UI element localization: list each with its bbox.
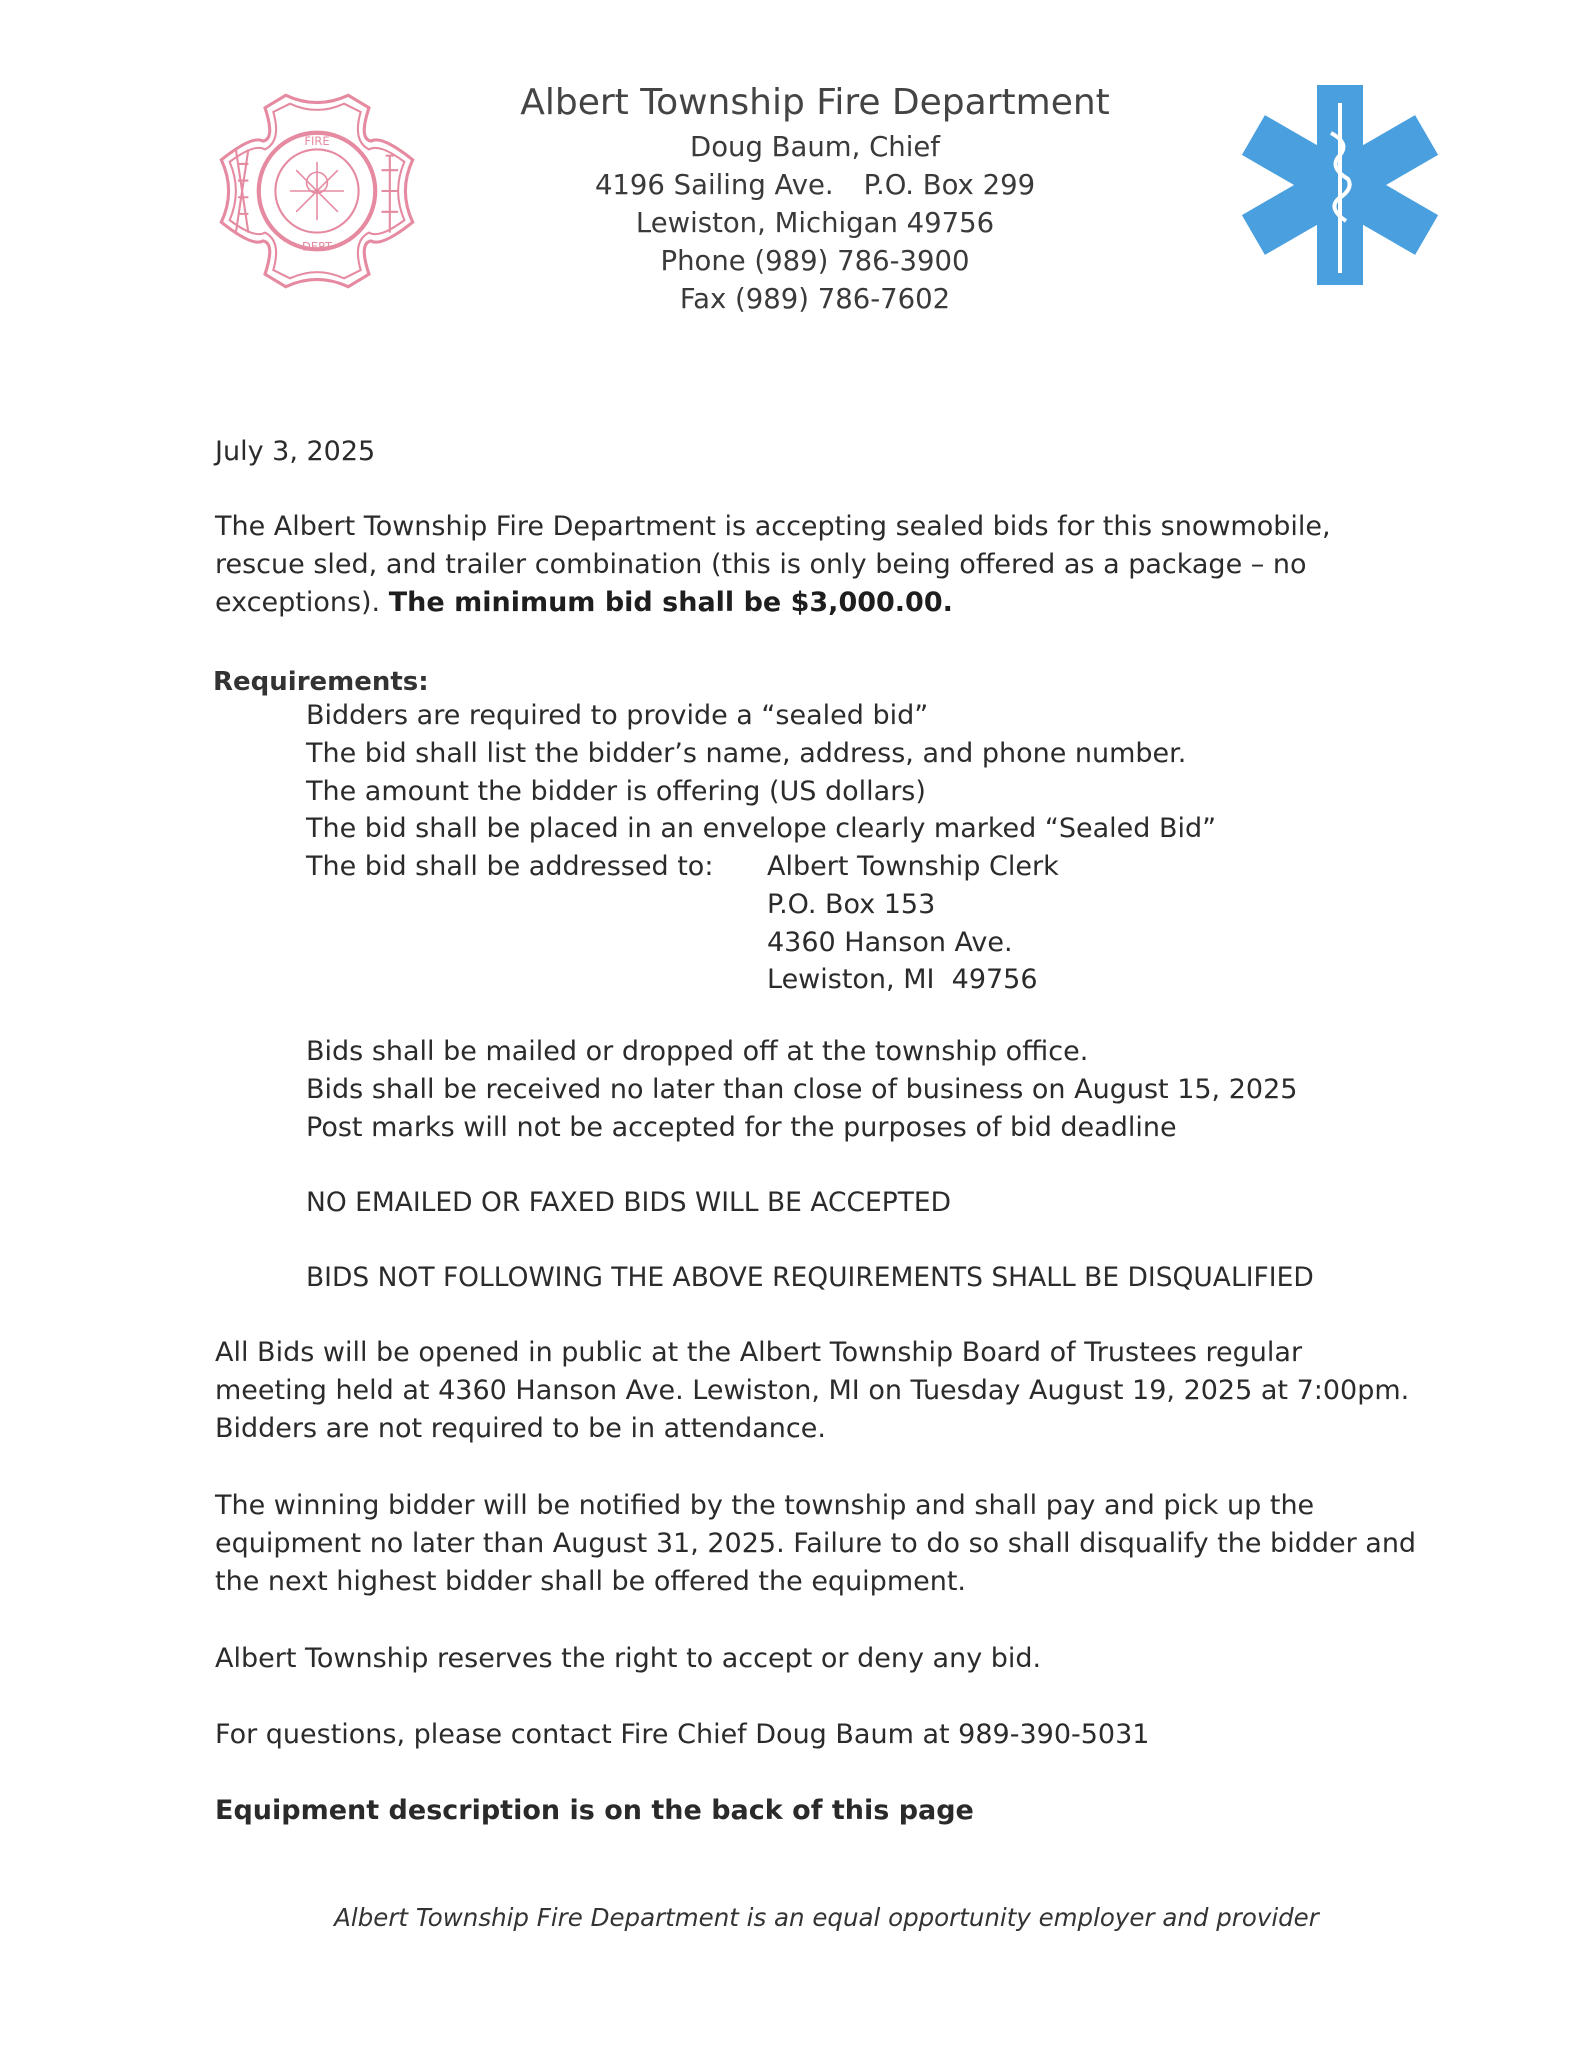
delivery-rule: Bids shall be received no later than close of business on August 15, 2025	[306, 1074, 1298, 1105]
street-address-line	[430, 166, 1200, 204]
no-email-notice: NO EMAILED OR FAXED BIDS WILL BE ACCEPTED	[306, 1187, 952, 1218]
requirement-item: The bid shall be addressed to:	[306, 851, 714, 883]
delivery-rule: Bids shall be mailed or dropped off at the township office.	[306, 1036, 1089, 1067]
requirement-item: The bid shall be placed in an envelope clearly marked “Sealed Bid”	[306, 813, 1217, 845]
delivery-rules	[306, 1033, 1297, 1147]
footer	[0, 1903, 1583, 1932]
star-of-life-icon	[1240, 80, 1440, 290]
fire-logo-top-text: FIRE	[304, 134, 330, 149]
address-line: 4360 Hanson Ave.	[767, 926, 1013, 958]
requirement-item: The bid shall list the bidder’s name, address, and phone number.	[306, 737, 1187, 769]
city-line: Lewiston, Michigan 49756	[635, 207, 995, 239]
disqualified-notice: BIDS NOT FOLLOWING THE ABOVE REQUIREMENTS SHALL BE DISQUALIFIED	[306, 1262, 1314, 1293]
intro-paragraph	[215, 508, 1415, 622]
requirement-item: Bidders are required to provide a “sealed bid”	[306, 700, 929, 731]
address-line: P.O. Box 153	[767, 888, 936, 920]
fax-line: Fax (989) 786-7602	[679, 283, 951, 315]
phone-line: Phone (989) 786-3900	[660, 245, 970, 277]
minimum-bid-text: The minimum bid shall be $3,000.00.	[388, 587, 953, 618]
fire-department-logo	[213, 87, 421, 295]
intro-text: The Albert Township Fire Department is accepting sealed bids for this snowmobile, rescue sled, and trailer combination (this is only being offered as a package – no exceptions).	[215, 511, 1331, 618]
delivery-rule: Post marks will not be accepted for the purposes of bid deadline	[306, 1112, 1177, 1143]
clerk-address	[767, 848, 1059, 999]
street-address: 4196 Sailing Ave.	[594, 169, 834, 201]
requirement-item: The amount the bidder is offering (US dollars)	[306, 775, 926, 807]
equipment-note: Equipment description is on the back of this page	[215, 1795, 974, 1826]
requirements-list	[306, 697, 1216, 886]
letter-date: July 3, 2025	[215, 436, 376, 467]
questions-paragraph: For questions, please contact Fire Chief Doug Baum at 989-390-5031	[215, 1719, 1150, 1750]
requirements-heading: Requirements:	[213, 667, 429, 697]
reserve-right-paragraph: Albert Township reserves the right to accept or deny any bid.	[215, 1643, 1042, 1674]
winning-bidder-paragraph: The winning bidder will be notified by the township and shall pay and pick up the equipment no later than August 31, 2025. Failure to do so shall disqualify the bidder and the next highest bidder shall be offered the equipment.	[215, 1490, 1417, 1597]
opening-paragraph: All Bids will be opened in public at the Albert Township Board of Trustees regular meeting held at 4360 Hanson Ave. Lewiston, MI on Tuesday August 19, 2025 at 7:00pm. Bidders are not required to be in attendance.	[215, 1337, 1410, 1444]
department-name: Albert Township Fire Department	[520, 82, 1110, 123]
address-line: Albert Township Clerk	[767, 851, 1059, 882]
letterhead	[430, 78, 1200, 318]
equal-opportunity-statement: Albert Township Fire Department is an equal opportunity employer and provider	[334, 1903, 1319, 1932]
fire-logo-bottom-text: DEPT	[302, 239, 332, 254]
chief-name: Doug Baum, Chief	[690, 131, 940, 163]
po-box: P.O. Box 299	[863, 169, 1036, 201]
address-line: Lewiston, MI 49756	[767, 964, 1038, 996]
